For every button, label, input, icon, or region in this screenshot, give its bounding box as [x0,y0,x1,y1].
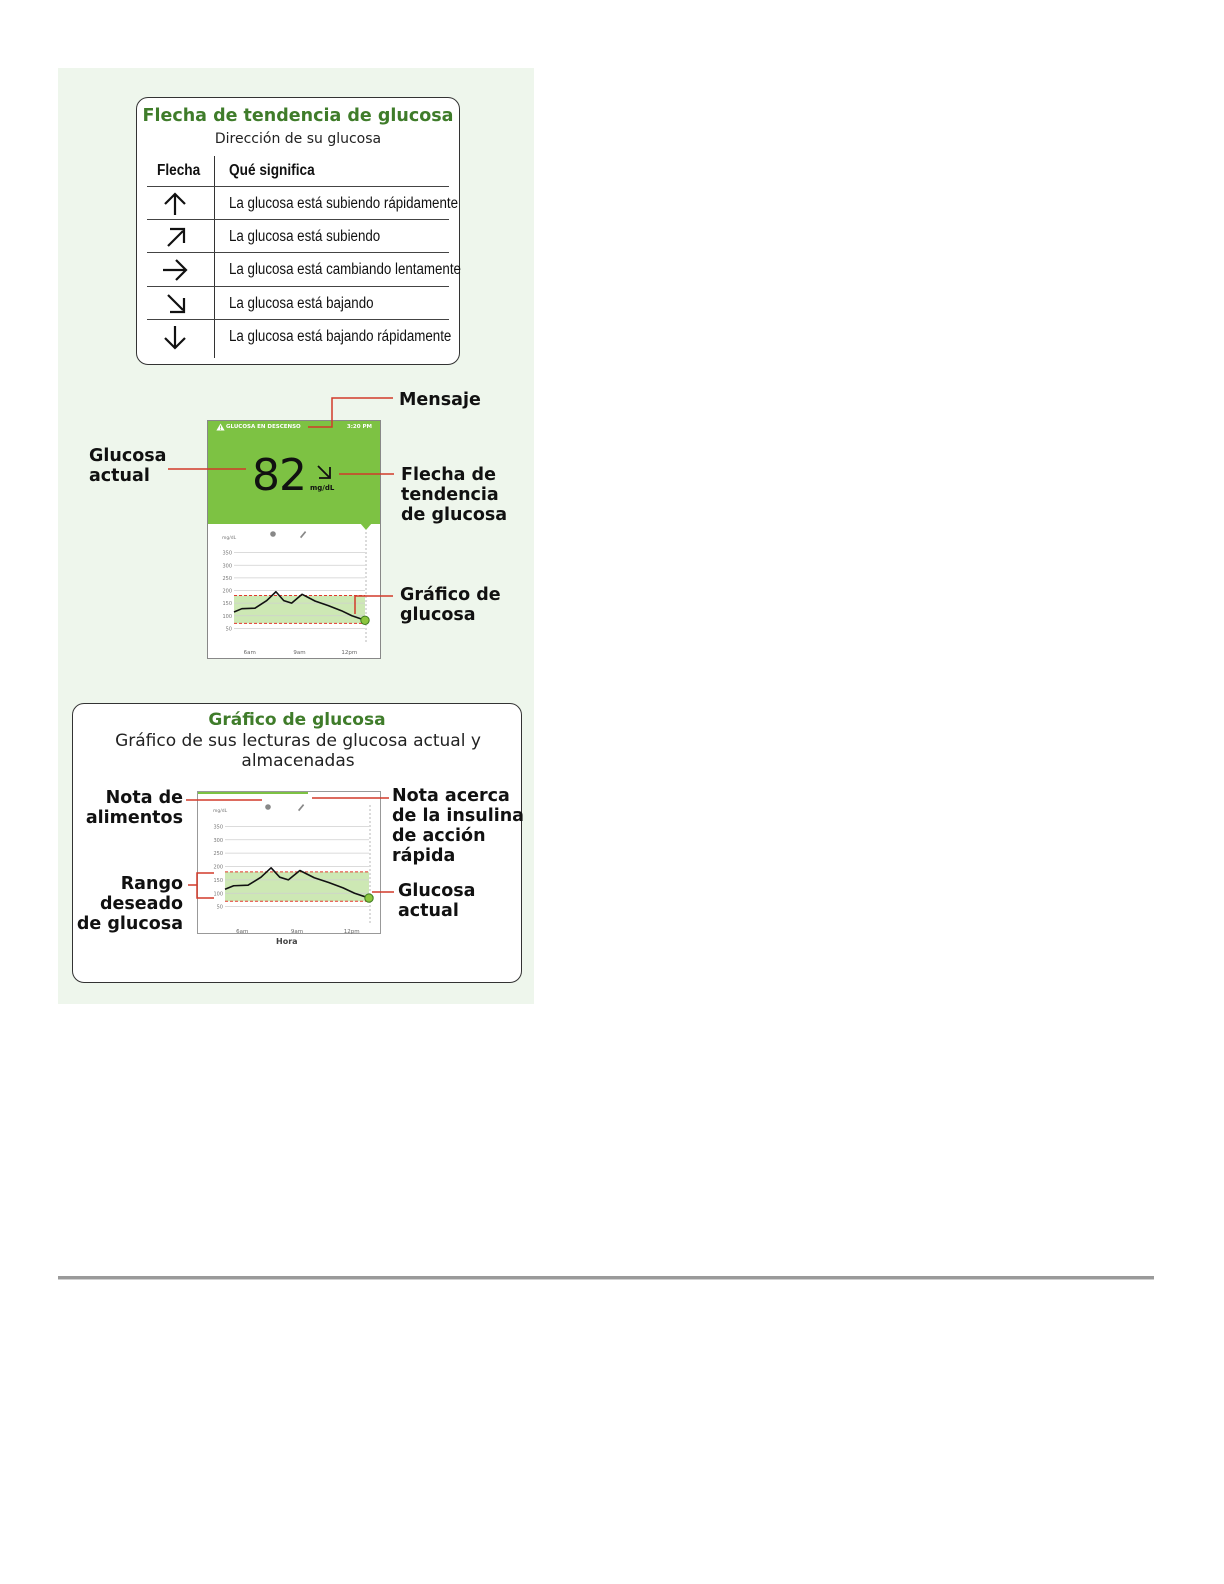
y-tick-label: 300 [213,837,223,844]
y-tick-label: 50 [216,904,223,911]
label-line: Nota acerca [392,786,510,806]
header-meaning: Qué significa [229,162,315,179]
glucose-unit: mg/dL [310,484,335,492]
row-meaning: La glucosa está subiendo [229,228,381,245]
x-tick-label: 6am [243,650,256,656]
x-tick-label: 12pm [343,929,360,934]
clock-time: 3:20 PM [346,424,372,430]
arrow-down-right-icon [315,463,333,481]
food-note-icon [265,804,271,810]
label-line: de glucosa [401,505,508,525]
row-meaning: La glucosa está cambiando lentamente [229,261,461,278]
table-row [147,319,452,352]
arrow-up-icon [160,191,190,217]
warning-icon [216,423,225,431]
x-tick-label: 9am [293,650,306,656]
label-trend-arrow [401,465,507,525]
target-range-band [225,872,369,901]
table-row [147,252,461,285]
arrow-up-right-icon [160,224,190,250]
y-axis-unit: mg/dL [222,536,237,541]
arrow-down-icon [160,324,190,350]
insulin-note-icon [300,531,306,538]
row-meaning: La glucosa está subiendo rápidamente [229,195,459,212]
graph-card-title: Gráfico de glucosa [208,710,386,730]
x-axis-label: Hora [276,937,298,946]
table-row [147,219,449,252]
arrow-down-right-icon [160,291,190,317]
current-glucose-point [365,894,373,902]
label-line: actual [89,466,150,486]
label-current-glucose [89,446,166,486]
label-insulin-note [392,786,524,866]
label-line: de glucosa [76,914,183,934]
y-tick-label: 350 [213,824,223,831]
y-tick-label: 150 [222,601,232,608]
label-message: Mensaje [399,390,481,410]
y-tick-label: 100 [213,891,223,898]
food-note-icon [270,531,276,537]
trend-card-subtitle: Dirección de su glucosa [214,131,382,147]
label-line: glucosa [400,605,476,625]
graph-card-subtitle: Gráfico de sus lecturas de glucosa actual y almacenadas [115,731,481,771]
label-line: Nota de [105,788,183,808]
y-tick-label: 250 [213,851,223,858]
label-current-glucose-graph [398,881,475,921]
y-tick-label: 50 [225,626,232,633]
y-tick-label: 300 [222,563,232,570]
row-meaning: La glucosa está bajando rápidamente [229,328,452,345]
arrow-right-icon [160,257,190,283]
x-tick-label: 9am [290,929,304,934]
header-arrow: Flecha [157,162,201,179]
table-row [147,286,449,319]
label-glucose-graph [400,585,501,625]
label-line: Flecha de [401,465,496,485]
insulin-note-icon [298,804,304,811]
label-line: de acción [392,826,486,846]
trend-arrow-card [136,97,460,365]
trend-card-title: Flecha de tendencia de glucosa [142,106,454,126]
label-food-note [80,788,183,828]
y-tick-label: 100 [222,613,232,620]
glucose-value: 82 [252,450,306,501]
label-line: rápida [392,846,456,866]
y-tick-label: 200 [213,864,223,871]
y-tick-label: 150 [213,877,223,884]
label-line: actual [398,901,459,921]
label-line: Rango [120,874,183,894]
target-range-band [234,596,365,624]
label-line: Gráfico de [400,585,501,605]
glucose-chart-small [208,523,382,659]
reading-header [208,421,380,524]
label-line: tendencia [401,485,499,505]
glucose-chart-large [197,793,381,934]
label-line: Glucosa [398,881,476,901]
label-line: de la insulina [392,806,524,826]
x-tick-label: 12pm [341,650,358,656]
x-tick-label: 6am [236,929,249,934]
label-line: Glucosa [89,446,167,466]
y-tick-label: 200 [222,588,232,595]
label-line: alimentos [85,808,183,828]
y-tick-label: 250 [222,575,232,582]
y-tick-label: 350 [222,550,232,557]
row-meaning: La glucosa está bajando [229,295,374,312]
table-row [147,186,459,219]
alert-message: GLUCOSA EN DESCENSO [226,424,301,430]
current-glucose-point [361,616,369,624]
page-divider [58,1276,1154,1280]
label-target-range [70,874,183,934]
y-axis-unit: mg/dL [213,809,228,814]
label-line: deseado [99,894,183,914]
